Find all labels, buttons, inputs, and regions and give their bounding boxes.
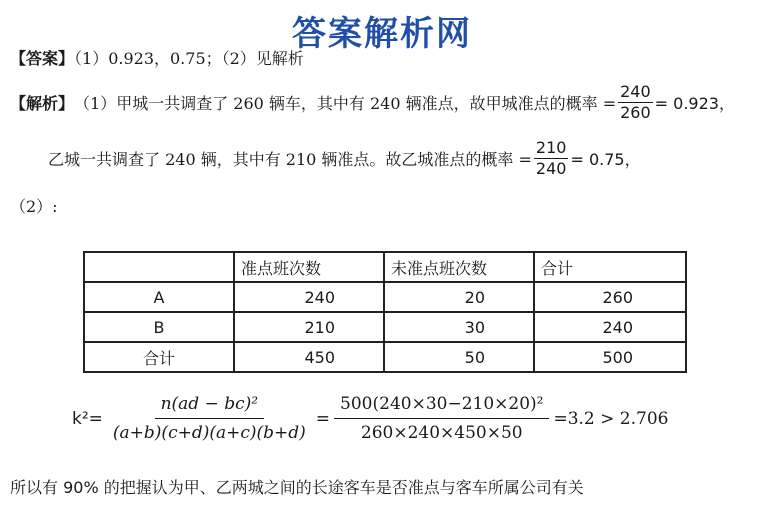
table-header-cell: 准点班次数	[234, 252, 384, 282]
formula-numeric-numerator: 500(240×30−210×20)²	[334, 390, 549, 419]
table-cell: A	[84, 282, 234, 312]
part2-text: 乙城一共调查了 240 辆，其中有 210 辆准点。故乙城准点的概率 =	[48, 150, 532, 169]
table-cell: 50	[384, 342, 534, 372]
part2-fraction	[534, 138, 569, 179]
table-header-row	[84, 252, 686, 282]
analysis-part2	[48, 138, 641, 179]
formula-equals: =	[315, 408, 331, 429]
table-cell: B	[84, 312, 234, 342]
table-cell: 450	[234, 342, 384, 372]
part1-numerator: 240	[620, 82, 651, 101]
table-cell: 500	[534, 342, 686, 372]
table-cell: 20	[384, 282, 534, 312]
formula-numeric-denominator: 260×240×450×50	[360, 423, 523, 443]
contingency-table	[83, 251, 687, 373]
table-cell: 240	[234, 282, 384, 312]
part1-denominator: 260	[620, 103, 651, 122]
table-header-cell	[84, 252, 234, 282]
part2-numerator: 210	[535, 138, 567, 157]
answer-text: （1）0.923，0.75；（2）见解析	[74, 49, 304, 68]
answer-label: 【答案】	[10, 49, 75, 68]
part2-denominator: 240	[535, 159, 567, 178]
table-header-cell: 未准点班次数	[384, 252, 534, 282]
analysis-part1	[10, 82, 735, 123]
table-cell: 240	[534, 312, 686, 342]
analysis-label: 【解析】	[10, 94, 75, 113]
table-cell: 210	[234, 312, 384, 342]
table-cell: 合计	[84, 342, 234, 372]
table-row	[84, 282, 686, 312]
formula-lhs: k²=	[72, 408, 103, 429]
part1-text: （1）甲城一共调查了 260 辆车，其中有 240 辆准点，故甲城准点的概率 =	[74, 94, 617, 113]
conclusion-text: 所以有 90% 的把握认为甲、乙两城之间的长途客车是否准点与客车所属公司有关	[10, 478, 584, 497]
part2-result: = 0.75，	[570, 150, 641, 169]
part3-label: （2）:	[10, 197, 58, 216]
table-row	[84, 312, 686, 342]
chi-square-formula	[72, 390, 668, 447]
table-header-cell: 合计	[534, 252, 686, 282]
formula-general-fraction	[107, 390, 312, 447]
table-row	[84, 342, 686, 372]
table-cell: 260	[534, 282, 686, 312]
part1-fraction	[618, 82, 653, 123]
formula-general-numerator: n(ad − bc)²	[155, 390, 265, 419]
watermark-logo: 答案解析网	[292, 14, 472, 54]
formula-numeric-fraction	[334, 390, 549, 447]
table-cell: 30	[384, 312, 534, 342]
answer-line	[10, 46, 304, 69]
part1-result: = 0.923，	[654, 94, 735, 113]
formula-general-denominator: (a+b)(c+d)(a+c)(b+d)	[112, 423, 306, 443]
formula-result: =3.2 > 2.706	[553, 408, 669, 429]
